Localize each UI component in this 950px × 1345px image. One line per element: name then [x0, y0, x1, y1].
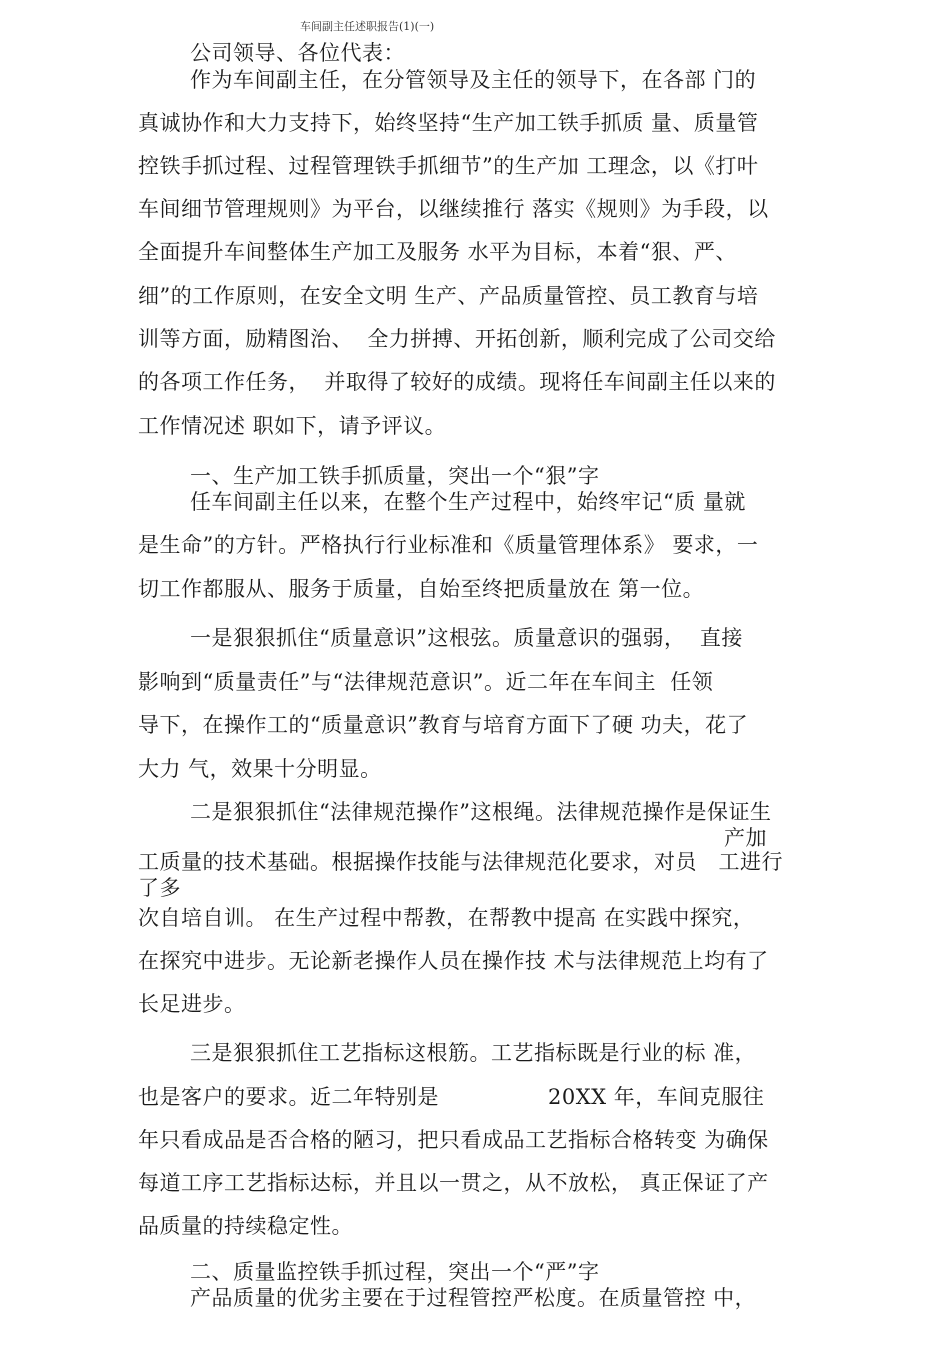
text-line: 训等方面，励精图治、 全力拼搏、开拓创新，顺利完成了公司交给 — [138, 327, 776, 351]
text-line: 工质量的技术基础。根据操作技能与法律规范化要求，对员 工进行 — [138, 850, 784, 874]
section-heading: 二、质量监控铁手抓过程，突出一个“严”字 — [190, 1260, 600, 1284]
text-line: 三是狠狠抓住工艺指标这根筋。工艺指标既是行业的标 准， — [190, 1041, 757, 1065]
text-line: 在探究中进步。无论新老操作人员在操作技 术与法律规范上均有了 — [138, 949, 769, 973]
text-line: 次自培自训。 在生产过程中帮教，在帮教中提高 在实践中探究， — [138, 906, 755, 930]
text-line: 一是狠狠抓住“质量意识”这根弦。质量意识的强弱， 直接 — [190, 626, 743, 650]
text-line: 车间细节管理规则》为平台，以继续推行 落实《规则》为手段，以 — [138, 197, 769, 221]
text-line: 作为车间副主任，在分管领导及主任的领导下，在各部 门的 — [190, 68, 757, 92]
text-line: 是生命”的方针。严格执行行业标准和《质量管理体系》 要求，一 — [138, 533, 759, 557]
text-line: 长足进步。 — [138, 992, 246, 1016]
text-line: 每道工序工艺指标达标，并且以一贯之，从不放松， 真正保证了产 — [138, 1171, 769, 1195]
text-line: 产品质量的优劣主要在于过程管控严松度。在质量管控 中， — [190, 1286, 757, 1310]
text-line: 产加 — [724, 826, 767, 850]
text-line: 控铁手抓过程、过程管理铁手抓细节”的生产加 工理念，以《打叶 — [138, 154, 759, 178]
text-line: 公司领导、各位代表： — [190, 41, 405, 65]
text-line: 真诚协作和大力支持下，始终坚持“生产加工铁手抓质 量、质量管 — [138, 111, 759, 135]
text-line: 的各项工作任务， 并取得了较好的成绩。现将任车间副主任以来的 — [138, 370, 776, 394]
text-line: 也是客户的要求。近二年特别是 — [138, 1085, 439, 1109]
page-header: 车间副主任述职报告(1)(一) — [300, 20, 435, 33]
text-line: 大力 气，效果十分明显。 — [138, 757, 382, 781]
text-line: 任车间副主任以来，在整个生产过程中，始终牢记“质 量就 — [190, 490, 746, 514]
text-line: 工作情况述 职如下，请予评议。 — [138, 414, 447, 438]
text-line: 全面提升车间整体生产加工及服务 水平为目标，本着“狠、严、 — [138, 240, 737, 264]
text-line: 二是狠狠抓住“法律规范操作”这根绳。法律规范操作是保证生 — [190, 800, 772, 824]
text-line: 细”的工作原则，在安全文明 生产、产品质量管控、员工教育与培 — [138, 284, 759, 308]
text-line: 了多 — [138, 876, 181, 900]
text-line: 20XX 年，车间克服往 — [548, 1085, 765, 1109]
text-line: 年只看成品是否合格的陋习，把只看成品工艺指标合格转变 为确保 — [138, 1128, 769, 1152]
text-line: 品质量的持续稳定性。 — [138, 1214, 353, 1238]
text-line: 切工作都服从、服务于质量，自始至终把质量放在 第一位。 — [138, 577, 705, 601]
text-line: 影响到“质量责任”与“法律规范意识”。近二年在车间主 任领 — [138, 670, 714, 694]
section-heading: 一、生产加工铁手抓质量，突出一个“狠”字 — [190, 464, 600, 488]
text-line: 导下，在操作工的“质量意识”教育与培育方面下了硬 功夫，花了 — [138, 713, 749, 737]
